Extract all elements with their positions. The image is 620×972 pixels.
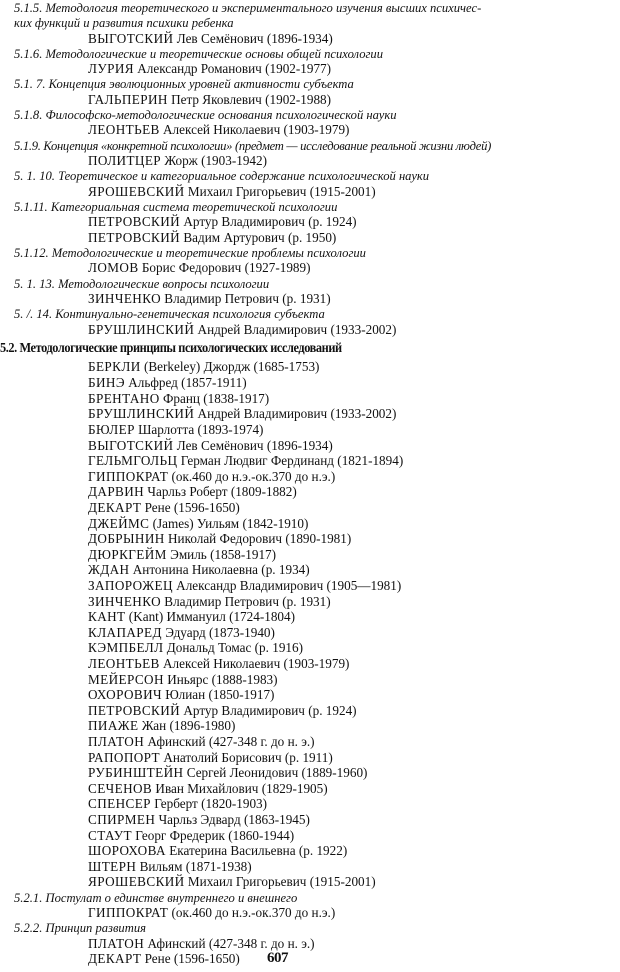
person-surname: ДЖЕЙМС	[88, 516, 150, 531]
section-title: 5.1.9. Концепция «конкретной психологии» (предмет — исследование реальной жизни людей)	[14, 139, 491, 153]
person-surname: ЗИНЧЕНКО	[88, 291, 161, 306]
person-surname: ДОБРЫНИН	[88, 531, 165, 546]
person-entry	[88, 951, 240, 967]
person-surname: ПЛАТОН	[88, 734, 145, 749]
person-details: Эдуард (1873-1940)	[165, 625, 275, 640]
person-details: Эмиль (1858-1917)	[170, 547, 277, 562]
person-entry	[88, 874, 376, 890]
person-surname: ЖДАН	[88, 562, 130, 577]
person-entry	[88, 765, 367, 781]
person-surname: БРУШЛИНСКИЙ	[88, 406, 195, 421]
person-entry	[88, 750, 333, 766]
person-entry	[88, 500, 240, 516]
person-details: (ок.460 до н.э.-ок.370 до н.э.)	[171, 469, 336, 484]
person-details: Иньярс (1888-1983)	[167, 672, 278, 687]
page-number: 607	[267, 950, 288, 966]
person-entry	[88, 687, 274, 703]
person-details: Жан (1896-1980)	[141, 718, 236, 733]
person-surname: ЛЕОНТЬЕВ	[88, 122, 160, 137]
person-surname: ВЫГОТСКИЙ	[88, 438, 174, 453]
person-surname: РАПОПОРТ	[88, 750, 161, 765]
person-entry	[88, 828, 294, 844]
person-details: Рене (1596-1650)	[144, 951, 240, 966]
person-entry	[88, 547, 276, 563]
person-surname: ОХОРОВИЧ	[88, 687, 162, 702]
section-title-continuation: ких функций и развития психики ребенка	[14, 16, 234, 30]
person-details: Александр Романович (1902-1977)	[137, 61, 332, 76]
person-details: (ок.460 до н.э.-ок.370 до н.э.)	[171, 905, 336, 920]
section-title: 5. /. 14. Континуально-генетическая психология субъекта	[14, 307, 325, 321]
person-details: Алексей Николаевич (1903-1979)	[163, 122, 350, 137]
person-surname: ГАЛЬПЕРИН	[88, 92, 168, 107]
person-surname: ПЕТРОВСКИЙ	[88, 214, 181, 229]
person-surname: ДЕКАРТ	[88, 951, 142, 966]
person-surname: ГИППОКРАТ	[88, 469, 169, 484]
person-surname: ПЕТРОВСКИЙ	[88, 230, 181, 245]
person-details: Лев Семёнович (1896-1934)	[176, 438, 333, 453]
person-entry	[88, 375, 247, 391]
person-entry	[88, 843, 347, 859]
person-surname: БРЕНТАНО	[88, 391, 160, 406]
person-details: Франц (1838-1917)	[162, 391, 270, 406]
person-entry	[88, 812, 310, 828]
person-details: Герман Людвиг Фердинанд (1821-1894)	[180, 453, 404, 468]
person-details: (Berkeley) Джордж (1685-1753)	[143, 359, 320, 374]
person-surname: ПЛАТОН	[88, 936, 145, 951]
person-entry	[88, 291, 331, 307]
person-entry	[88, 625, 275, 641]
person-details: Жорж (1903-1942)	[164, 153, 267, 168]
person-details: Николай Федорович (1890-1981)	[168, 531, 352, 546]
subsection-title: 5.2.1. Постулат о единстве внутреннего и внешнего	[14, 891, 298, 905]
person-surname: ПЕТРОВСКИЙ	[88, 703, 181, 718]
section-title: 5.1.5. Методология теоретического и экспериментального изучения высших психичес-	[14, 1, 482, 15]
section-heading: 5.2. Методологические принципы психологических исследований	[0, 340, 342, 355]
person-surname: СЕЧЕНОВ	[88, 781, 153, 796]
person-details: Рене (1596-1650)	[144, 500, 240, 515]
person-entry	[88, 31, 333, 47]
person-entry	[88, 484, 297, 500]
person-details: Георг Фредерик (1860-1944)	[135, 828, 295, 843]
person-details: Афинский (427-348 г. до н. э.)	[147, 734, 315, 749]
section-title: 5.1.12. Методологические и теоретические проблемы психологии	[14, 246, 366, 260]
person-entry	[88, 609, 295, 625]
person-entry	[88, 516, 308, 532]
person-details: Чарльз Эдвард (1863-1945)	[158, 812, 310, 827]
person-entry	[88, 453, 403, 469]
person-details: (Kant) Иммануил (1724-1804)	[128, 609, 295, 624]
section-title: 5. 1. 10. Теоретическое и категориальное содержание психологической науки	[14, 169, 430, 183]
person-entry	[88, 796, 267, 812]
person-surname: ЛОМОВ	[88, 260, 139, 275]
person-entry	[88, 905, 335, 921]
person-details: Герберт (1820-1903)	[154, 796, 268, 811]
person-entry	[88, 260, 311, 276]
person-surname: СТАУТ	[88, 828, 132, 843]
person-details: Сергей Леонидович (1889-1960)	[186, 765, 368, 780]
person-details: Александр Владимирович (1905—1981)	[176, 578, 402, 593]
person-entry	[88, 153, 267, 169]
person-entry	[88, 531, 351, 547]
person-surname: ЯРОШЕВСКИЙ	[88, 874, 185, 889]
person-surname: КЛАПАРЕД	[88, 625, 162, 640]
person-surname: МЕЙЕРСОН	[88, 672, 164, 687]
person-details: Артур Владимирович (р. 1924)	[183, 703, 357, 718]
person-entry	[88, 438, 333, 454]
person-entry	[88, 184, 376, 200]
person-entry	[88, 578, 401, 594]
person-surname: БРУШЛИНСКИЙ	[88, 322, 195, 337]
person-entry	[88, 640, 303, 656]
person-surname: ГИППОКРАТ	[88, 905, 169, 920]
person-entry	[88, 92, 331, 108]
person-entry	[88, 469, 335, 485]
person-surname: ШОРОХОВА	[88, 843, 166, 858]
person-surname: ЛУРИЯ	[88, 61, 134, 76]
person-details: Шарлотта (1893-1974)	[138, 422, 264, 437]
person-details: Владимир Петрович (р. 1931)	[164, 291, 331, 306]
person-surname: БИНЭ	[88, 375, 125, 390]
person-details: Афинский (427-348 г. до н. э.)	[147, 936, 315, 951]
person-entry	[88, 718, 235, 734]
person-entry	[88, 422, 263, 438]
person-details: (James) Уильям (1842-1910)	[152, 516, 309, 531]
person-surname: ДЕКАРТ	[88, 500, 142, 515]
person-surname: КАНТ	[88, 609, 126, 624]
person-details: Алексей Николаевич (1903-1979)	[163, 656, 350, 671]
person-surname: ЯРОШЕВСКИЙ	[88, 184, 185, 199]
subsection-title: 5.2.2. Принцип развития	[14, 921, 146, 935]
section-title: 5.1.8. Философско-методологические основания психологической науки	[14, 108, 397, 122]
person-details: Андрей Владимирович (1933-2002)	[197, 406, 397, 421]
person-surname: РУБИНШТЕЙН	[88, 765, 184, 780]
person-details: Альфред (1857-1911)	[128, 375, 247, 390]
person-surname: ДАРВИН	[88, 484, 145, 499]
person-details: Вильям (1871-1938)	[139, 859, 252, 874]
section-title: 5.1.11. Категориальная система теоретической психологии	[14, 200, 338, 214]
person-details: Владимир Петрович (р. 1931)	[164, 594, 331, 609]
person-entry	[88, 230, 336, 246]
person-surname: ГЕЛЬМГОЛЬЦ	[88, 453, 178, 468]
person-details: Артур Владимирович (р. 1924)	[183, 214, 357, 229]
person-entry	[88, 359, 319, 375]
person-entry	[88, 122, 349, 138]
person-entry	[88, 859, 252, 875]
person-surname: ЛЕОНТЬЕВ	[88, 656, 160, 671]
person-details: Михаил Григорьевич (1915-2001)	[187, 184, 376, 199]
person-entry	[88, 406, 396, 422]
person-entry	[88, 214, 357, 230]
person-details: Юлиан (1850-1917)	[165, 687, 275, 702]
person-details: Вадим Артурович (р. 1950)	[183, 230, 337, 245]
person-surname: ПИАЖЕ	[88, 718, 139, 733]
person-details: Петр Яковлевич (1902-1988)	[171, 92, 332, 107]
person-surname: ПОЛИТЦЕР	[88, 153, 162, 168]
person-details: Екатерина Васильевна (р. 1922)	[169, 843, 348, 858]
person-details: Борис Федорович (1927-1989)	[141, 260, 311, 275]
person-surname: СПЕНСЕР	[88, 796, 151, 811]
person-entry	[88, 562, 310, 578]
person-entry	[88, 734, 315, 750]
person-details: Андрей Владимирович (1933-2002)	[197, 322, 397, 337]
person-entry	[88, 391, 269, 407]
person-details: Иван Михайлович (1829-1905)	[155, 781, 328, 796]
person-details: Лев Семёнович (1896-1934)	[176, 31, 333, 46]
person-surname: СПИРМЕН	[88, 812, 156, 827]
person-surname: ЗАПОРОЖЕЦ	[88, 578, 173, 593]
person-details: Дональд Томас (р. 1916)	[166, 640, 303, 655]
person-details: Чарльз Роберт (1809-1882)	[147, 484, 297, 499]
person-details: Анатолий Борисович (р. 1911)	[163, 750, 333, 765]
section-title: 5. 1. 13. Методологические вопросы психологии	[14, 277, 270, 291]
person-details: Антонина Николаевна (р. 1934)	[132, 562, 310, 577]
person-entry	[88, 322, 396, 338]
person-surname: БЕРКЛИ	[88, 359, 141, 374]
section-title: 5.1.6. Методологические и теоретические основы общей психологии	[14, 47, 384, 61]
person-entry	[88, 781, 328, 797]
person-entry	[88, 703, 357, 719]
person-entry	[88, 656, 349, 672]
person-surname: ДЮРКГЕЙМ	[88, 547, 167, 562]
person-surname: ЗИНЧЕНКО	[88, 594, 161, 609]
person-surname: БЮЛЕР	[88, 422, 135, 437]
section-title: 5.1. 7. Концепция эволюционных уровней активности субъекта	[14, 77, 354, 91]
person-entry	[88, 61, 331, 77]
person-entry	[88, 672, 278, 688]
person-details: Михаил Григорьевич (1915-2001)	[187, 874, 376, 889]
person-surname: КЭМПБЕЛЛ	[88, 640, 164, 655]
person-entry	[88, 594, 331, 610]
person-surname: ВЫГОТСКИЙ	[88, 31, 174, 46]
person-surname: ШТЕРН	[88, 859, 137, 874]
